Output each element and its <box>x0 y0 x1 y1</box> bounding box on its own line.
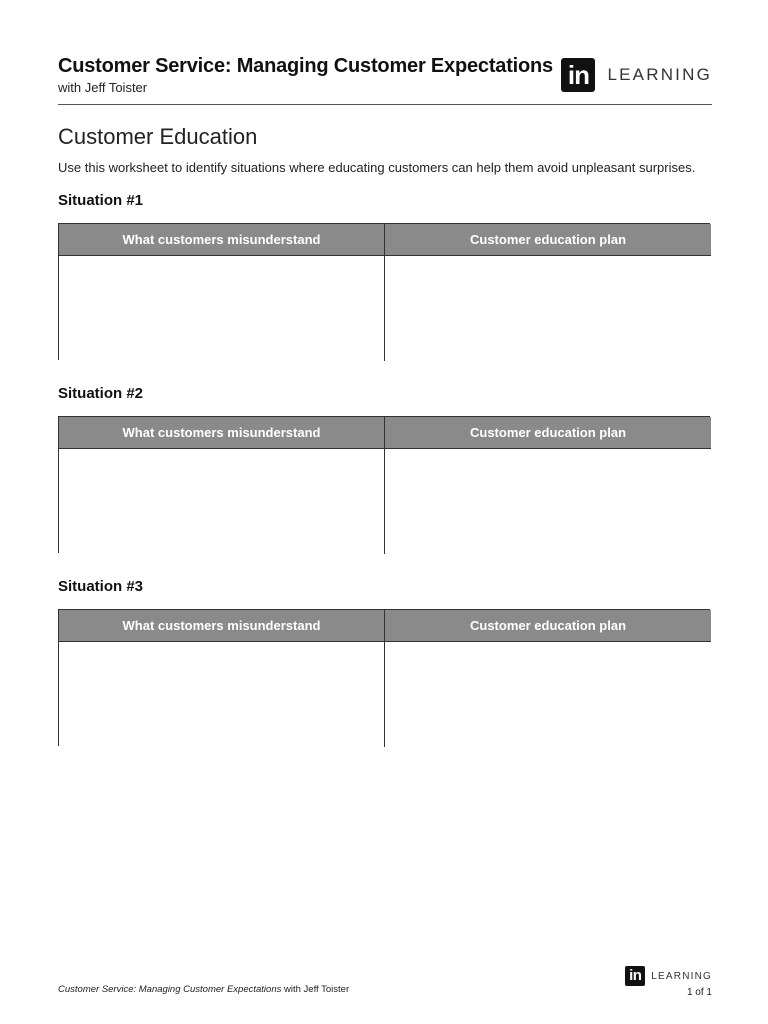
column-header-misunderstand: What customers misunderstand <box>59 610 385 642</box>
column-header-misunderstand: What customers misunderstand <box>59 417 385 449</box>
footer-course-credit <box>58 984 349 995</box>
linkedin-icon: in <box>625 966 645 986</box>
misunderstand-cell[interactable] <box>59 449 385 554</box>
document-subtitle: with Jeff Toister <box>58 80 148 95</box>
education-plan-cell[interactable] <box>385 449 711 554</box>
section-title: Customer Education <box>58 124 258 149</box>
situation-2-label: Situation #2 <box>58 385 144 402</box>
column-header-education-plan: Customer education plan <box>385 610 711 642</box>
footer-course-author: with Jeff Toister <box>284 984 350 995</box>
misunderstand-cell[interactable] <box>59 256 385 361</box>
linkedin-icon: in <box>561 58 595 92</box>
footer-logo <box>625 966 712 986</box>
situation-3-table <box>58 609 710 746</box>
situation-3-label: Situation #3 <box>58 578 144 595</box>
page-number: 1 of 1 <box>686 987 712 998</box>
worksheet-page <box>58 0 712 1024</box>
footer-course-title: Customer Service: Managing Customer Expectations <box>58 984 282 995</box>
linkedin-learning-logo <box>561 57 712 93</box>
situation-1-table <box>58 223 710 360</box>
brand-wordmark: LEARNING <box>607 65 712 84</box>
footer-brand-wordmark: LEARNING <box>651 970 712 982</box>
document-title: Customer Service: Managing Customer Expectations <box>58 55 553 77</box>
intro-text: Use this worksheet to identify situations where educating customers can help them avoid unpleasant surprises. <box>58 160 696 175</box>
situation-2-table <box>58 416 710 553</box>
misunderstand-cell[interactable] <box>59 642 385 747</box>
column-header-education-plan: Customer education plan <box>385 224 711 256</box>
page-header <box>58 52 712 105</box>
column-header-education-plan: Customer education plan <box>385 417 711 449</box>
situation-1-label: Situation #1 <box>58 192 144 209</box>
column-header-misunderstand: What customers misunderstand <box>59 224 385 256</box>
education-plan-cell[interactable] <box>385 642 711 747</box>
education-plan-cell[interactable] <box>385 256 711 361</box>
